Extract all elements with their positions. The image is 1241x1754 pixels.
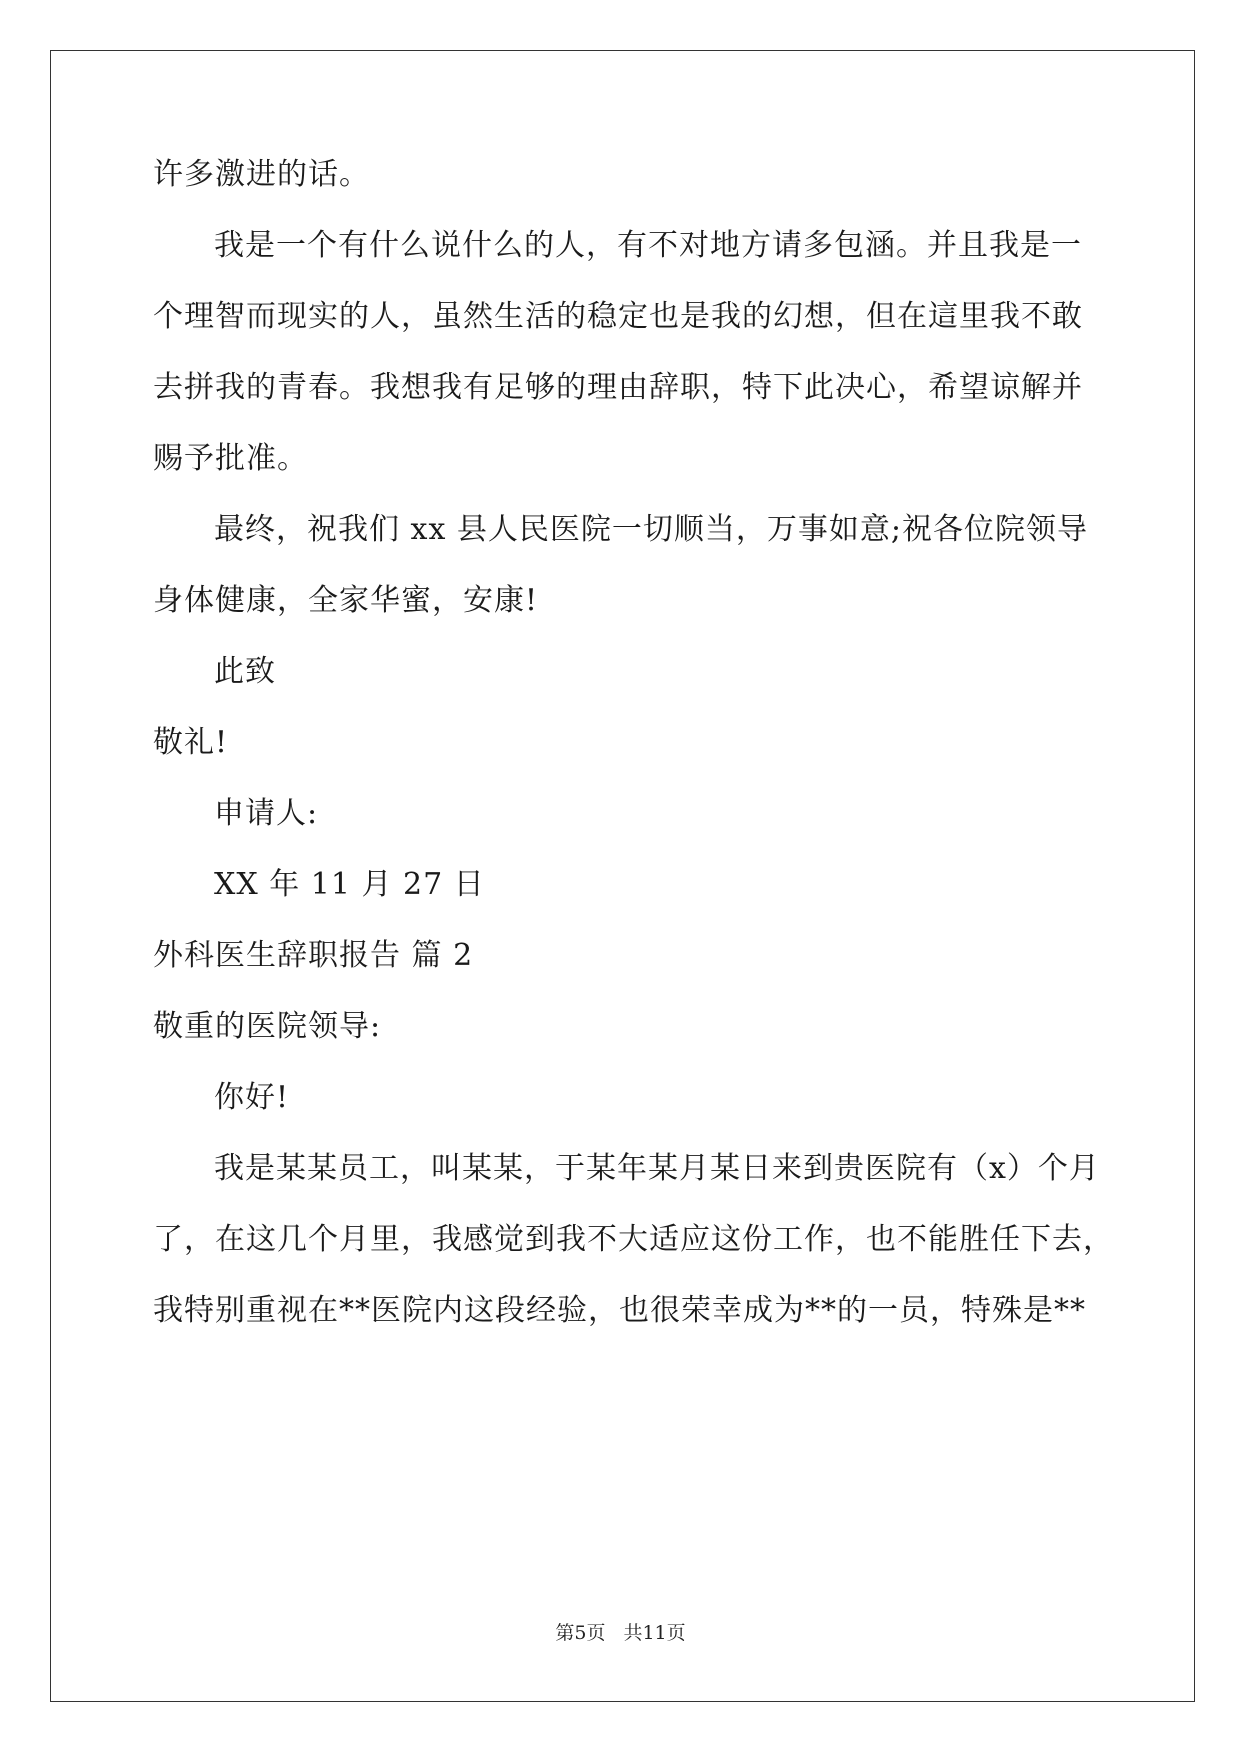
paragraph-line: 去拼我的青春。我想我有足够的理由辞职，特下此决心，希望谅解并 xyxy=(153,370,1083,405)
paragraph-line: 我是一个有什么说什么的人，有不对地方请多包涵。并且我是一 xyxy=(214,228,1082,263)
closing-line: 此致 xyxy=(214,654,276,689)
page-number-current: 第5页 xyxy=(555,1622,606,1644)
paragraph-line: 了，在这几个月里，我感觉到我不大适应这份工作，也不能胜任下去， xyxy=(153,1222,1114,1257)
greeting-line: 敬重的医院领导: xyxy=(153,1009,382,1044)
page-number-total: 共11页 xyxy=(623,1622,686,1644)
greeting-line: 你好! xyxy=(214,1080,290,1115)
paragraph-line: 许多激进的话。 xyxy=(153,157,370,192)
paragraph-line: 最终，祝我们 xx 县人民医院一切顺当，万事如意;祝各位院领导 xyxy=(214,512,1089,547)
page-footer xyxy=(0,1622,1241,1644)
date-line: XX 年 11 月 27 日 xyxy=(214,867,485,902)
paragraph-line: 我特别重视在**医院内这段经验，也很荣幸成为**的一员，特殊是** xyxy=(153,1293,1086,1328)
paragraph-line: 我是某某员工，叫某某，于某年某月某日来到贵医院有（x）个月 xyxy=(214,1151,1100,1186)
salutation-line: 敬礼! xyxy=(153,725,229,760)
paragraph-line: 个理智而现实的人，虽然生活的稳定也是我的幻想，但在這里我不敢 xyxy=(153,299,1083,334)
section-heading: 外科医生辞职报告 篇 2 xyxy=(153,938,474,973)
paragraph-line: 身体健康，全家华蜜，安康! xyxy=(153,583,539,618)
applicant-line: 申请人: xyxy=(214,796,319,831)
paragraph-line: 赐予批准。 xyxy=(153,441,308,476)
